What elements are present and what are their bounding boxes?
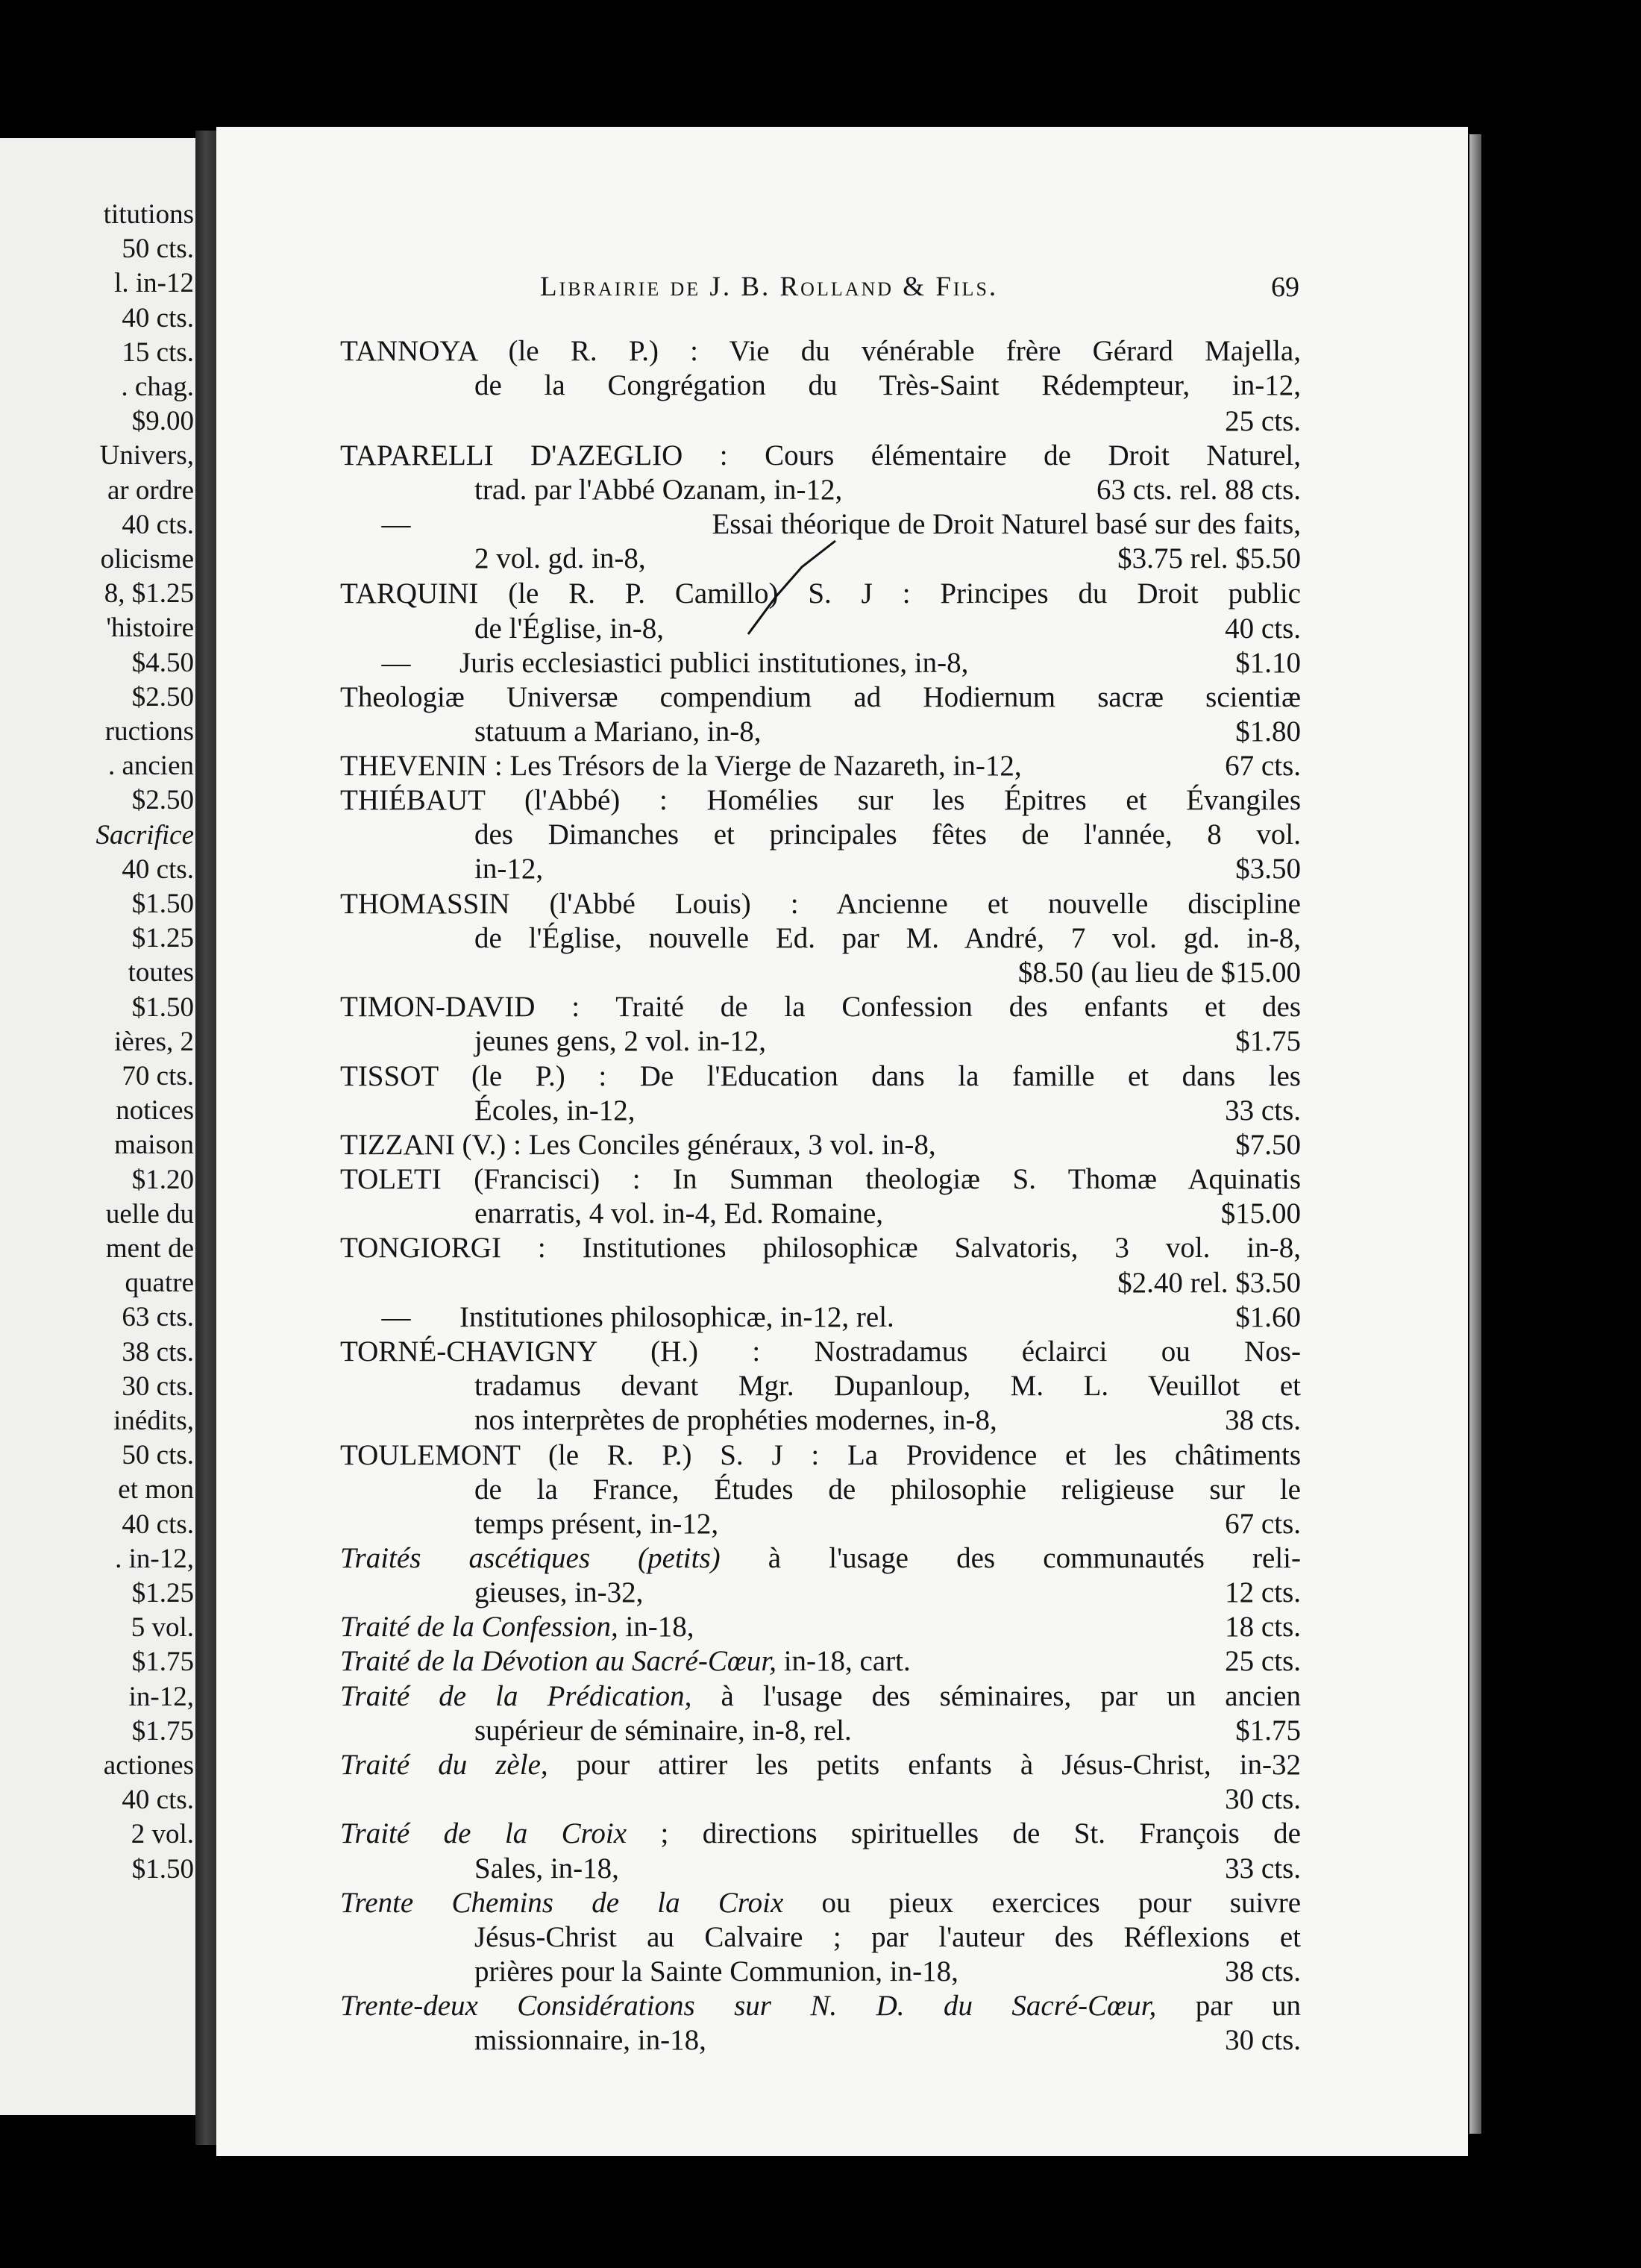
left-page-fragment: ructions	[104, 716, 194, 747]
entry-torne-line: tradamus devant Mgr. Dupanloup, M. L. Veuillot et	[474, 1370, 1301, 1402]
left-page-fragment: l. in-12	[114, 268, 194, 299]
entry-trente-deux-text: missionnaire, in-18,	[474, 2024, 706, 2056]
entry-torne-price: 38 cts.	[1225, 1404, 1301, 1436]
entry-thomassin-line: de l'Église, nouvelle Ed. par M. André, 7 vol. gd. in-8,	[474, 922, 1301, 954]
left-page-fragment: 15 cts.	[122, 336, 194, 368]
entry-tizzani-price: $7.50	[1235, 1129, 1301, 1161]
entry-tarquini-sub-text: Juris ecclesiastici publici institutiones, in-8,	[459, 647, 969, 679]
left-page-fragment: $1.25	[131, 923, 194, 954]
entry-traites-ascetiques-text: gieuses, in-32,	[474, 1576, 644, 1608]
entry-text: pour attirer les petits enfants à Jésus-Christ, in-32	[547, 1749, 1301, 1781]
entry-toleti-line: TOLETI (Francisci) : In Summan theologiæ S. Thomæ Aquinatis	[340, 1163, 1301, 1195]
entry-text: in-18, cart.	[776, 1645, 911, 1677]
left-page-fragment: 38 cts.	[122, 1336, 194, 1368]
left-page-fragment: ment de	[105, 1233, 194, 1264]
entry-taparelli-text: trad. par l'Abbé Ozanam, in-12,	[474, 474, 843, 506]
left-page-fragment: uelle du	[105, 1198, 194, 1229]
left-page-fragment: $1.50	[131, 889, 194, 919]
entry-taparelli-sub-text: Essai théorique de Droit Naturel basé sur des faits,	[712, 508, 1301, 540]
entry-thevenin-price: 67 cts.	[1225, 750, 1301, 782]
entry-timon-david-text: jeunes gens, 2 vol. in-12,	[474, 1025, 767, 1057]
entry-title-italic: Traité de la Prédication,	[340, 1680, 692, 1712]
entry-trente-chemins-text: prières pour la Sainte Communion, in-18,	[474, 1955, 958, 1987]
page-number: 69	[1271, 272, 1299, 303]
left-page-fragment: et mon	[118, 1474, 194, 1506]
left-page-fragment: $1.20	[131, 1164, 194, 1195]
entry-traite-confession-price: 18 cts.	[1225, 1611, 1301, 1643]
entry-tongiorgi-sub-text: Institutiones philosophicæ, in-12, rel.	[459, 1301, 894, 1333]
left-page-fragment: 40 cts.	[122, 302, 194, 333]
entry-title-italic: Traités ascétiques (petits)	[340, 1542, 721, 1574]
entry-traite-zele-price: 30 cts.	[1225, 1783, 1301, 1815]
entry-title-italic: Traité de la Confession,	[340, 1611, 618, 1643]
entry-torne-line: TORNÉ-CHAVIGNY (H.) : Nostradamus éclairci ou Nos-	[340, 1335, 1301, 1368]
left-page-fragment: 40 cts.	[122, 853, 194, 885]
entry-thomassin-price: $8.50 (au lieu de $15.00	[1017, 956, 1301, 989]
entry-text: par un	[1156, 1990, 1301, 2022]
left-page-fragment: in-12,	[128, 1681, 194, 1712]
entry-toulemont-price: 67 cts.	[1225, 1508, 1301, 1540]
entry-timon-david-price: $1.75	[1235, 1025, 1301, 1057]
entry-traite-devotion-price: 25 cts.	[1225, 1645, 1301, 1677]
entry-title-italic: Traité de la Dévotion au Sacré-Cœur,	[340, 1645, 776, 1677]
entry-tarquini-price: 40 cts.	[1225, 613, 1301, 645]
entry-trente-deux-price: 30 cts.	[1225, 2024, 1301, 2056]
entry-title-italic: Trente Chemins de la Croix	[340, 1887, 784, 1919]
entry-trente-chemins-price: 38 cts.	[1225, 1955, 1301, 1987]
left-page-fragment: 63 cts.	[122, 1302, 194, 1333]
entry-tarquini-line: TARQUINI (le R. P. Camillo) S. J : Principes du Droit public	[340, 577, 1301, 610]
entry-title-italic: Traité du zèle,	[340, 1749, 548, 1781]
left-page-fragment: quatre	[125, 1268, 194, 1299]
left-page-fragment: 'histoire	[106, 613, 194, 644]
entry-theologiae-price: $1.80	[1235, 715, 1301, 748]
entry-traite-croix-text: Sales, in-18,	[474, 1852, 619, 1885]
left-page-fragment: 50 cts.	[122, 234, 194, 265]
left-page-fragment: actiones	[103, 1750, 194, 1781]
entry-traite-predication-text: supérieur de séminaire, in-8, rel.	[474, 1714, 852, 1747]
left-page-fragment: 30 cts.	[122, 1370, 194, 1402]
entry-toulemont-text: temps présent, in-12,	[474, 1508, 719, 1540]
left-page-fragment: ar ordre	[107, 474, 194, 506]
entry-thiebaut-text: in-12,	[474, 853, 544, 885]
entry-toleti-text: enarratis, 4 vol. in-4, Ed. Romaine,	[474, 1197, 884, 1229]
left-page-fragment: $1.25	[131, 1578, 194, 1608]
entry-taparelli-sub-price: $3.75 rel. $5.50	[1117, 542, 1301, 574]
em-dash: —	[381, 508, 411, 540]
entry-toleti-price: $15.00	[1220, 1197, 1301, 1229]
left-page-fragment: 5 vol.	[131, 1612, 194, 1644]
entry-tizzani-text: TIZZANI (V.) : Les Conciles généraux, 3 vol. in-8,	[340, 1129, 936, 1161]
left-page-fragment: olicisme	[100, 544, 194, 574]
left-page-fragment: $4.50	[131, 647, 194, 678]
entry-tongiorgi-sub-price: $1.60	[1235, 1301, 1301, 1333]
left-page-fragment: $2.50	[131, 785, 194, 816]
entry-thiebaut-line: THIÉBAUT (l'Abbé) : Homélies sur les Épitres et Évangiles	[340, 784, 1301, 816]
entry-tannoya-price: 25 cts.	[1225, 405, 1301, 437]
entry-tarquini-sub-price: $1.10	[1235, 647, 1301, 679]
entry-tannoya-line: de la Congrégation du Très-Saint Rédempteur, in-12,	[474, 369, 1301, 401]
left-page-fragment: 40 cts.	[122, 1509, 194, 1540]
entry-taparelli-line: TAPARELLI D'AZEGLIO : Cours élémentaire de Droit Naturel,	[340, 439, 1301, 472]
entry-text: ; directions spirituelles de St. François de	[627, 1817, 1301, 1849]
left-page-fragment: . ancien	[107, 751, 194, 782]
entry-thiebaut-price: $3.50	[1235, 853, 1301, 885]
em-dash: —	[381, 647, 411, 679]
entry-tissot-price: 33 cts.	[1225, 1094, 1301, 1127]
entry-toulemont-line: TOULEMONT (le R. P.) S. J : La Providence et les châtiments	[340, 1439, 1301, 1471]
left-page-fragment: Univers,	[99, 440, 194, 472]
entry-thomassin-line: THOMASSIN (l'Abbé Louis) : Ancienne et nouvelle discipline	[340, 888, 1301, 920]
entry-taparelli-price: 63 cts. rel. 88 cts.	[1096, 474, 1301, 506]
left-page-fragment: $1.50	[131, 1853, 194, 1885]
entry-tarquini-text: de l'Église, in-8,	[474, 613, 664, 645]
entry-traites-ascetiques-price: 12 cts.	[1225, 1576, 1301, 1608]
entry-text: à l'usage des communautés reli-	[720, 1542, 1301, 1574]
entry-traite-predication-price: $1.75	[1235, 1714, 1301, 1747]
entry-thevenin-text: THEVENIN : Les Trésors de la Vierge de Nazareth, in-12,	[340, 750, 1022, 782]
left-page-fragment: inédits,	[113, 1406, 194, 1436]
entry-text: à l'usage des séminaires, par un ancien	[691, 1680, 1301, 1712]
entry-toulemont-line: de la France, Études de philosophie religieuse sur le	[474, 1473, 1301, 1506]
entry-theologiae-line: Theologiæ Universæ compendium ad Hodiernum sacræ scientiæ	[340, 681, 1301, 713]
left-page-fragment: . chag.	[121, 372, 194, 402]
entry-tongiorgi-line: TONGIORGI : Institutiones philosophicæ Salvatoris, 3 vol. in-8,	[340, 1232, 1301, 1264]
entry-trente-chemins-line: Jésus-Christ au Calvaire ; par l'auteur des Réflexions et	[474, 1921, 1301, 1953]
entry-tongiorgi-price: $2.40 rel. $3.50	[1117, 1267, 1301, 1299]
left-page-fragment: $1.75	[131, 1647, 194, 1678]
left-page-fragment: $2.50	[131, 681, 194, 712]
entry-title-italic: Traité de la Croix	[340, 1817, 627, 1849]
left-page-fragment: 2 vol.	[131, 1819, 194, 1850]
left-page-fragment: ières, 2	[114, 1026, 194, 1057]
left-page-fragment: . in-12,	[115, 1543, 194, 1574]
left-page-fragment: $9.00	[131, 406, 194, 437]
left-page-fragment: toutes	[128, 957, 194, 989]
entry-taparelli-sub-text: 2 vol. gd. in-8,	[474, 542, 646, 574]
left-page-fragment: 8, $1.25	[104, 578, 194, 610]
left-page-fragment: notices	[116, 1095, 194, 1127]
entry-tannoya-line: TANNOYA (le R. P.) : Vie du vénérable frère Gérard Majella,	[340, 335, 1301, 367]
running-head-title: Librairie de J. B. Rolland & Fils.	[540, 272, 999, 302]
entry-tissot-text: Écoles, in-12,	[474, 1094, 636, 1127]
entry-torne-text: nos interprètes de prophéties modernes, in-8,	[474, 1404, 997, 1436]
left-page-fragment: maison	[114, 1130, 194, 1161]
left-page-fragment: 50 cts.	[122, 1440, 194, 1471]
left-page-fragment: Sacrifice	[95, 819, 194, 850]
entry-tissot-line: TISSOT (le P.) : De l'Education dans la famille et dans les	[340, 1060, 1301, 1092]
left-page-fragment: 70 cts.	[122, 1061, 194, 1091]
left-page-fragment: $1.75	[131, 1715, 194, 1747]
left-page-fragment: 40 cts.	[122, 1785, 194, 1816]
entry-title-italic: Trente-deux Considérations sur N. D. du Sacré-Cœur,	[340, 1990, 1157, 2022]
em-dash: —	[381, 1301, 411, 1333]
entry-theologiae-text: statuum a Mariano, in-8,	[474, 715, 762, 748]
entry-timon-david-line: TIMON-DAVID : Traité de la Confession des enfants et des	[340, 991, 1301, 1023]
entry-traite-croix-price: 33 cts.	[1225, 1852, 1301, 1885]
left-page-fragment: 40 cts.	[122, 509, 194, 540]
entry-text: in-18,	[618, 1611, 694, 1643]
entry-text: ou pieux exercices pour suivre	[783, 1887, 1302, 1919]
left-page-fragment: titutions	[103, 199, 194, 230]
entry-thiebaut-line: des Dimanches et principales fêtes de l'année, 8 vol.	[474, 818, 1301, 850]
left-page-fragment: $1.50	[131, 992, 194, 1023]
